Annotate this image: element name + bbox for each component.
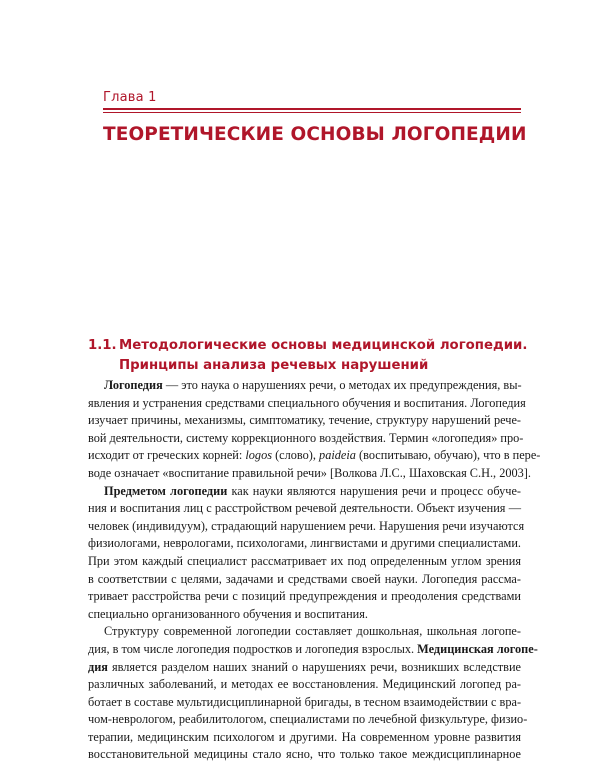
chapter-rule-thin (103, 112, 521, 113)
section-number: 1.1. (88, 338, 117, 353)
text-line: дия, в том числе логопедия подростков и логопедия взрослых. Медицинская логопе- (88, 641, 538, 656)
chapter-label: Глава 1 (103, 90, 157, 105)
text-line: Структуру современной логопедии составляет дошкольная, школьная логопе- (104, 624, 521, 639)
paragraph-1 (88, 377, 541, 483)
text-line: различных заболеваний, и методах ее восстановления. Медицинский логопед ра- (88, 677, 521, 692)
text-line: в соответствии с целями, задачами и средствами своей науки. Логопедия рассма- (88, 571, 521, 586)
text-line: терапии, медицинским психологом и другими. На современном уровне развития (88, 729, 521, 744)
section-heading-line1 (88, 336, 527, 356)
text-line: Логопедия — это наука о нарушениях речи, о методах их предупреждения, вы- (104, 378, 522, 392)
text-line: явления и устранения средствами специального обучения и воспитания. Логопедия (88, 395, 526, 410)
text-line: тривает расстройства речи с позиций предупреждения и преодоления средствами (88, 589, 521, 604)
section-title-line1: Методологические основы медицинской логопедии. (119, 338, 528, 353)
text-line: физиологами, неврологами, психологами, лингвистами и другими специалистами. (88, 536, 521, 551)
text-line: ботает в составе мультидисциплинарной бригады, в тесном взаимодействии с вра- (88, 694, 522, 709)
paragraph-3 (88, 623, 538, 764)
text-line: изучает причины, механизмы, симптоматику, течение, структуру нарушений рече- (88, 413, 521, 428)
text-line: При этом каждый специалист рассматривает их под определенным углом зрения (88, 553, 521, 568)
body-text (88, 377, 541, 764)
text-line: воде означает «воспитание правильной речи» [Волкова Л.С., Шаховская С.Н., 2003]. (88, 465, 531, 480)
text-line: дия является разделом наших знаний о нарушениях речи, возникших вследствие (88, 659, 521, 674)
paragraph-2 (88, 483, 525, 624)
chapter-title: ТЕОРЕТИЧЕСКИЕ ОСНОВЫ ЛОГОПЕДИИ (103, 124, 527, 145)
text-line: вой деятельности, систему коррекционного воздействия. Термин «логопедия» про- (88, 430, 524, 445)
text-line: специально организованного обучения и воспитания. (88, 606, 368, 621)
section-title-line2: Принципы анализа речевых нарушений (119, 358, 429, 373)
text-line: восстановительной медицины стало ясно, что только такое междисциплинарное (88, 747, 521, 762)
text-line: человек (индивидуум), страдающий нарушением речи. Нарушения речи изучаются (88, 518, 525, 533)
text-line: ния и воспитания лиц с расстройством речевой деятельности. Объект изучения — (88, 501, 521, 516)
section-heading (88, 336, 527, 376)
text-line: чом-неврологом, реабилитологом, специалистами по лечебной физкультуре, физио- (88, 712, 528, 727)
text-line: исходит от греческих корней: logos (слово), paideia (воспитываю, обучаю), что в пере- (88, 448, 541, 463)
text-line: Предметом логопедии как науки являются нарушения речи и процесс обуче- (104, 483, 521, 498)
chapter-rule-thick (103, 108, 521, 110)
